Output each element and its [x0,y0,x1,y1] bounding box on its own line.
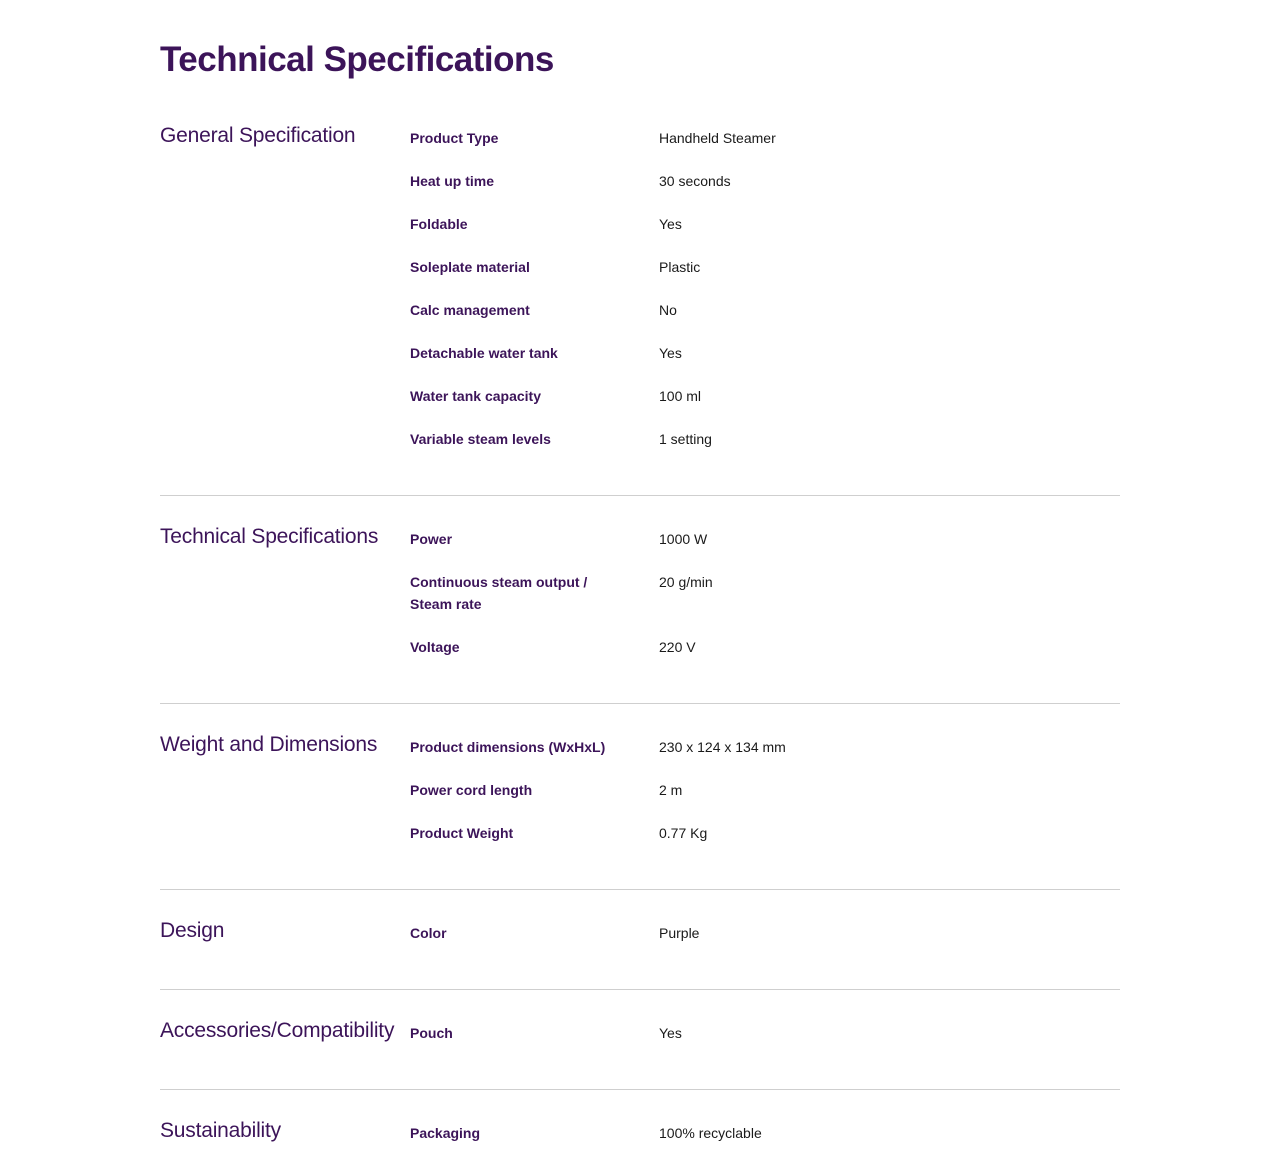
section-divider [160,703,1120,704]
spec-label: Continuous steam output / Steam rate [410,574,588,612]
page-title: Technical Specifications [160,40,554,79]
spec-value: 1000 W [659,531,708,547]
spec-label: Detachable water tank [410,345,558,361]
spec-label: Voltage [410,639,460,655]
spec-value: 100% recyclable [659,1125,762,1141]
spec-label: Power cord length [410,782,533,798]
section-title: Accessories/Compatibility [160,1019,395,1042]
section-title: General Specification [160,124,356,147]
spec-label: Water tank capacity [410,388,541,404]
spec-value: 230 x 124 x 134 mm [659,739,786,755]
spec-label: Product dimensions (WxHxL) [410,739,606,755]
spec-value: Plastic [659,259,701,275]
spec-value: 220 V [659,639,696,655]
spec-value: 0.77 Kg [659,825,708,841]
spec-label: Variable steam levels [410,431,551,447]
section-divider [160,889,1120,890]
section-divider [160,1089,1120,1090]
spec-value: No [659,302,677,318]
spec-label: Color [410,925,447,941]
spec-label: Calc management [410,302,530,318]
spec-label: Product Type [410,130,499,146]
spec-value: 30 seconds [659,173,731,189]
section-divider [160,495,1120,496]
spec-label: Product Weight [410,825,514,841]
spec-value: Handheld Steamer [659,130,776,146]
spec-value: Yes [659,1025,682,1041]
spec-value: Yes [659,216,682,232]
spec-label: Packaging [410,1125,481,1141]
spec-label: Pouch [410,1025,453,1041]
spec-value: 20 g/min [659,574,713,590]
spec-value: Yes [659,345,682,361]
section-title: Sustainability [160,1119,281,1142]
section-title: Weight and Dimensions [160,733,378,756]
section-title: Design [160,919,225,942]
spec-value: 100 ml [659,388,702,404]
section-title: Technical Specifications [160,525,379,548]
spec-label: Power [410,531,453,547]
spec-label: Soleplate material [410,259,530,275]
spec-label: Heat up time [410,173,495,189]
spec-value: 1 setting [659,431,712,447]
spec-value: 2 m [659,782,683,798]
spec-value: Purple [659,925,700,941]
section-divider [160,989,1120,990]
spec-label: Foldable [410,216,468,232]
